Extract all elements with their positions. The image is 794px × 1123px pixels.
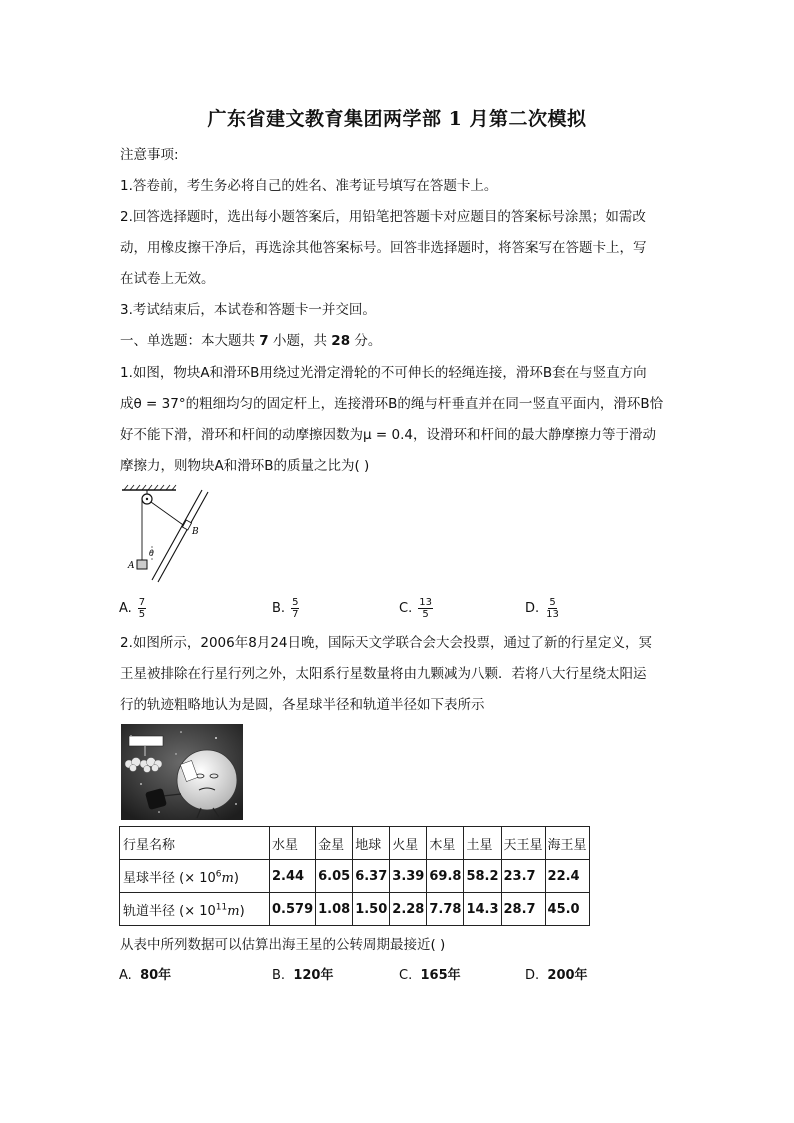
section-count: 7	[259, 333, 269, 349]
q2-option-a-label: A.	[119, 968, 132, 983]
q1-option-b-label: B.	[272, 601, 286, 616]
table-header-cell: 金星	[316, 827, 353, 860]
notice-heading: 注意事项:	[120, 147, 179, 163]
q2-option-b-label: B.	[272, 968, 286, 983]
table-cell: 45.0	[545, 893, 589, 926]
label-unit: m	[227, 903, 240, 919]
table-cell: 7.78	[427, 893, 464, 926]
table-cell: 23.7	[501, 860, 545, 893]
section-prefix: 一、单选题：本大题共	[120, 333, 260, 349]
row-label-orbit-radius	[120, 893, 270, 926]
section-suffix: 分。	[350, 333, 382, 349]
table-cell: 2.44	[270, 860, 316, 893]
table-cell: 1.50	[353, 893, 390, 926]
label-unit: m	[221, 870, 234, 886]
notice-item-2-line-3: 在试卷上无效。	[120, 271, 215, 287]
table-header-cell: 木星	[427, 827, 464, 860]
page-title: 广东省建文教育集团两学部 1 月第二次模拟	[207, 108, 587, 130]
q1-option-c[interactable]	[399, 597, 433, 620]
table-cell: 0.579	[270, 893, 316, 926]
q1-text-line-2: 成θ = 37°的粗细均匀的固定杆上，连接滑环B的绳与杆垂直并在同一竖直平面内，滑环B恰	[120, 396, 664, 412]
q2-text-line-2: 王星被排除在行星行列之外，太阳系行星数量将由九颗减为八颗．若将八大行星绕太阳运	[120, 666, 647, 682]
table-header-cell: 天王星	[501, 827, 545, 860]
label-prefix: 星球半径 (× 10	[123, 870, 216, 886]
table-cell: 69.8	[427, 860, 464, 893]
q2-option-a-text: 80年	[140, 968, 172, 983]
q2-option-a[interactable]	[119, 967, 171, 985]
q1-label-theta: θ	[149, 549, 154, 558]
q1-option-c-label: C.	[399, 601, 413, 616]
table-header-cell: 行星名称	[120, 827, 270, 860]
q1-option-b-fraction	[291, 597, 299, 620]
q1-option-c-fraction	[418, 597, 433, 620]
table-cell: 1.08	[316, 893, 353, 926]
table-header-row	[120, 827, 590, 860]
fraction-denominator: 5	[138, 609, 146, 620]
table-cell: 6.05	[316, 860, 353, 893]
fraction-denominator: 13	[546, 609, 559, 620]
fraction-numerator: 13	[419, 597, 432, 608]
q2-option-b-text: 120年	[293, 968, 334, 983]
pluto-cartoon-image	[121, 724, 243, 820]
notice-item-2-line-1: 2.回答选择题时，选出每小题答案后，用铅笔把答题卡对应题目的答案标号涂黑；如需改	[120, 209, 646, 225]
fraction-denominator: 5	[422, 609, 429, 620]
q1-text-line-1: 1.如图，物块A和滑环B用绕过光滑定滑轮的不可伸长的轻绳连接，滑环B套在与竖直方向	[120, 365, 647, 381]
q1-text-line-3: 好不能下滑，滑环和杆间的动摩擦因数为μ = 0.4，设滑环和杆间的最大静摩擦力等于滑动	[120, 427, 656, 443]
q2-option-b[interactable]	[272, 967, 333, 985]
fraction-numerator: 5	[292, 597, 299, 608]
table-row	[120, 860, 590, 893]
q2-option-d[interactable]	[525, 967, 588, 985]
q2-question: 从表中所列数据可以估算出海王星的公转周期最接近( )	[120, 937, 446, 953]
label-suffix: )	[233, 870, 239, 886]
notice-item-1: 1.答卷前，考生务必将自己的姓名、准考证号填写在答题卡上。	[120, 178, 498, 194]
q2-option-c-label: C.	[399, 968, 413, 983]
label-exponent: 11	[215, 902, 228, 913]
q2-option-d-text: 200年	[547, 968, 588, 983]
q1-text-line-4: 摩擦力，则物块A和滑环B的质量之比为( )	[120, 458, 370, 474]
table-header-cell: 海王星	[545, 827, 589, 860]
section-mid: 小题，共	[268, 333, 332, 349]
q1-label-b: B	[192, 527, 199, 537]
label-suffix: )	[239, 903, 245, 919]
table-header-cell: 水星	[270, 827, 316, 860]
q1-option-a[interactable]	[119, 597, 146, 620]
table-header-cell: 土星	[464, 827, 501, 860]
table-cell: 22.4	[545, 860, 589, 893]
table-row	[120, 893, 590, 926]
q1-pulley-figure	[118, 484, 213, 584]
fraction-numerator: 5	[549, 597, 556, 608]
table-cell: 6.37	[353, 860, 390, 893]
q2-option-d-label: D.	[525, 968, 540, 983]
q1-option-a-label: A.	[119, 601, 132, 616]
q1-option-b[interactable]	[272, 597, 299, 620]
notice-item-2-line-2: 动，用橡皮擦干净后，再选涂其他答案标号。回答非选择题时，将答案写在答题卡上，写	[120, 240, 647, 256]
notice-item-3: 3.考试结束后，本试卷和答题卡一并交回。	[120, 302, 376, 318]
table-cell: 58.2	[464, 860, 501, 893]
q1-option-a-fraction	[138, 597, 146, 620]
table-header-cell: 火星	[390, 827, 427, 860]
section-score: 28	[331, 333, 351, 349]
q1-option-d-fraction	[545, 597, 560, 620]
q2-text-line-3: 行的轨迹粗略地认为是圆，各星球半径和轨道半径如下表所示	[120, 697, 485, 713]
q2-text-line-1: 2.如图所示，2006年8月24日晚，国际天文学联合会大会投票，通过了新的行星定义，冥	[120, 635, 653, 651]
q1-option-d-label: D.	[525, 601, 540, 616]
table-cell: 28.7	[501, 893, 545, 926]
q1-label-a: A	[128, 561, 135, 571]
table-cell: 2.28	[390, 893, 427, 926]
table-cell: 3.39	[390, 860, 427, 893]
section-heading	[120, 332, 680, 350]
label-prefix: 轨道半径 (× 10	[123, 903, 216, 919]
fraction-numerator: 7	[138, 597, 146, 608]
planet-data-table	[119, 826, 590, 926]
table-cell: 14.3	[464, 893, 501, 926]
fraction-denominator: 7	[292, 609, 299, 620]
q2-option-c-text: 165年	[420, 968, 461, 983]
table-header-cell: 地球	[353, 827, 390, 860]
q2-option-c[interactable]	[399, 967, 461, 985]
row-label-planet-radius	[120, 860, 270, 893]
q1-option-d[interactable]	[525, 597, 560, 620]
label-exponent: 6	[215, 869, 222, 880]
